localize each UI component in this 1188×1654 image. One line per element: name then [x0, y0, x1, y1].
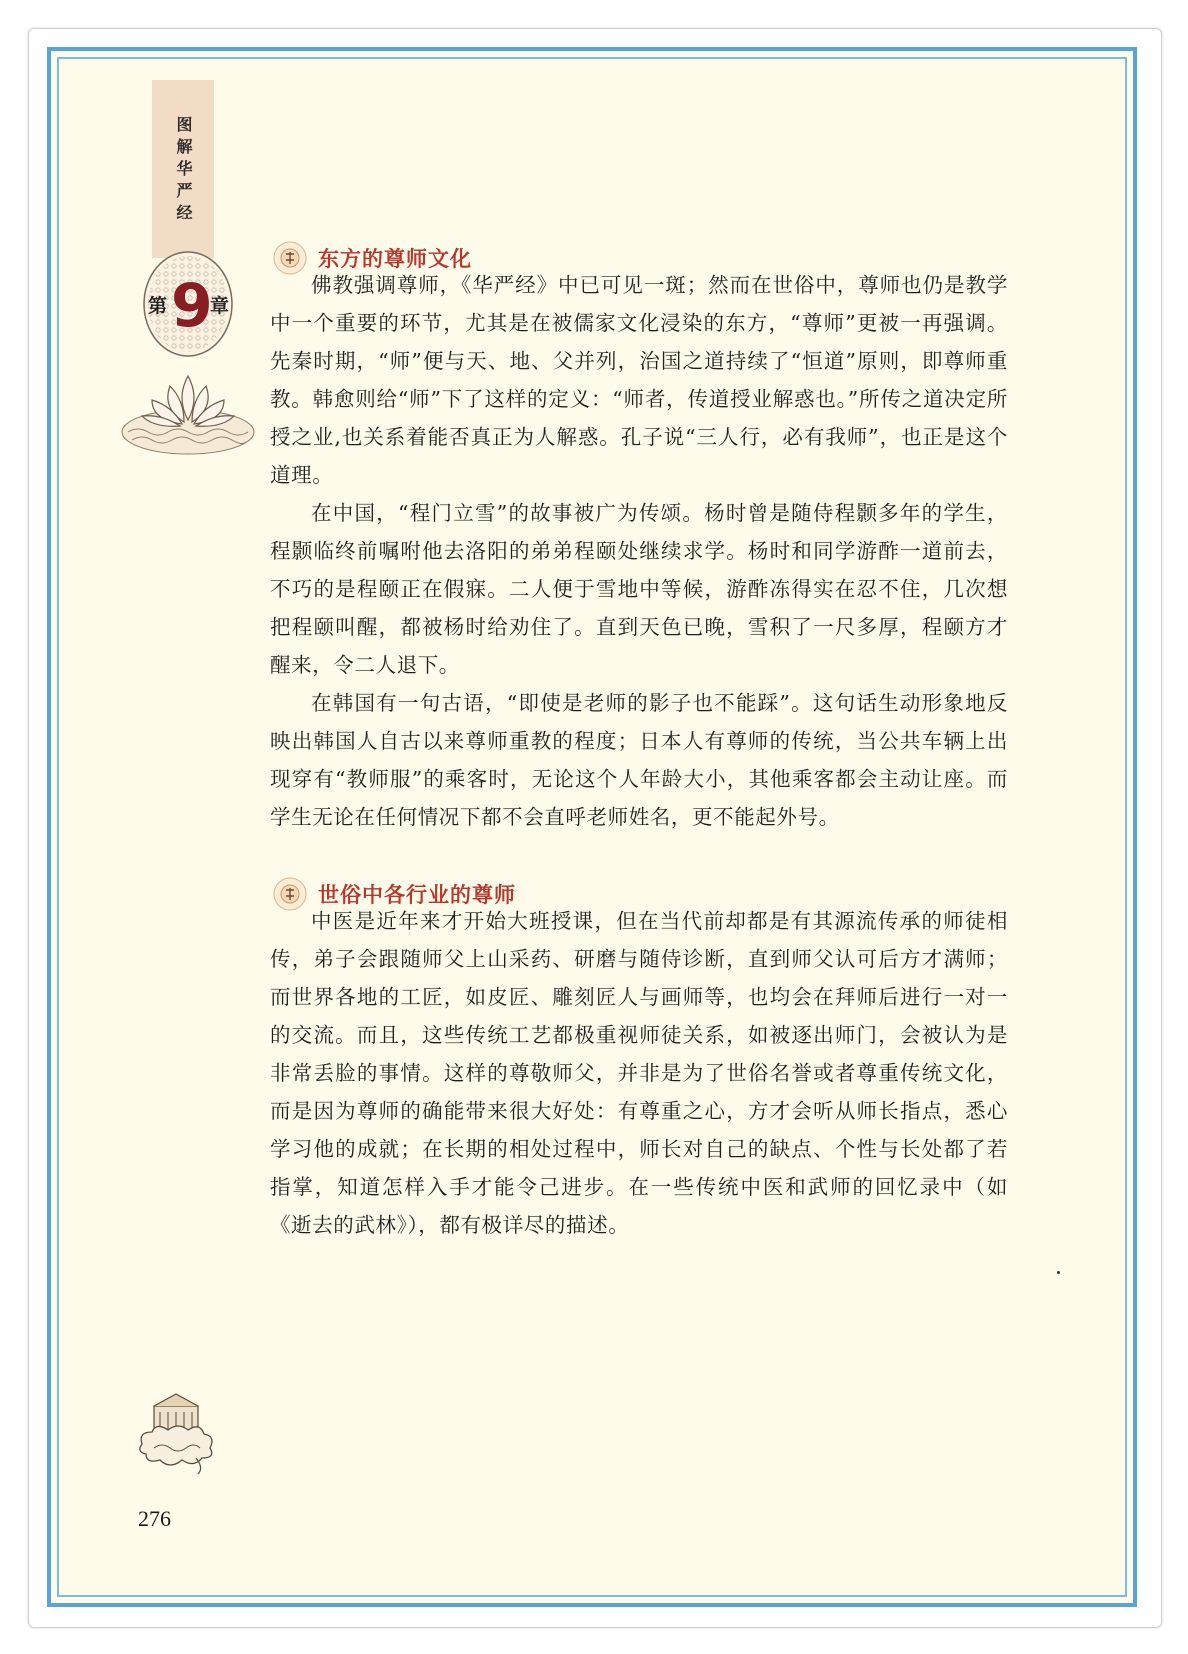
- book-title-tab: [152, 80, 214, 258]
- paragraph: 在中国，“程门立雪”的故事被广为传颂。杨时曾是随侍程颢多年的学生，程颢临终前嘱咐他去洛阳的弟弟程颐处继续求学。杨时和同学游酢一道前去，不巧的是程颐正在假寐。二人便于雪地中等候，游酢冻得实在忍不住，几次想把程颐叫醒，都被杨时给劝住了。直到天色已晚，雪积了一尺多厚，程颐方才醒来，令二人退下。: [270, 501, 1008, 677]
- chapter-number: 9: [171, 271, 213, 341]
- page-number: 276: [138, 1506, 171, 1531]
- paragraph: 佛教强调尊师，《华严经》中已可见一斑；然而在世俗中，尊师也仍是教学中一个重要的环节，尤其是在被儒家文化浸染的东方，“尊师”更被一再强调。先秦时期，“师”便与天、地、父并列，治国之道持续了“恒道”原则，即尊师重教。韩愈则给“师”下了这样的定义：“师者，传道授业解惑也。”所传之道决定所授之业,也关系着能否真正为人解惑。孔子说“三人行，必有我师”，也正是这个道理。: [270, 273, 1008, 487]
- paragraph: 在韩国有一句古语，“即使是老师的影子也不能踩”。这句话生动形象地反映出韩国人自古以来尊师重教的程度；日本人有尊师的传统，当公共车辆上出现穿有“教师服”的乘客时，无论这个人年龄大小，其他乘客都会主动让座。而学生无论在任何情况下都不会直呼老师姓名，更不能起外号。: [270, 691, 1008, 829]
- lotus-icon: [118, 362, 258, 458]
- chapter-prefix: 第: [148, 295, 168, 317]
- book-title: 图解华严经: [174, 116, 193, 226]
- chapter-badge-icon: [138, 246, 238, 364]
- stray-dot: [1057, 1271, 1060, 1274]
- section-body-2: [270, 902, 1008, 1244]
- section-heading-text: 东方的尊师文化: [318, 247, 472, 271]
- cloud-ornament-icon: [134, 1392, 218, 1476]
- chapter-suffix: 章: [210, 295, 230, 317]
- section-heading-text: 世俗中各行业的尊师: [318, 883, 516, 907]
- paragraph: 中医是近年来才开始大班授课，但在当代前却都是有其源流传承的师徒相传，弟子会跟随师父上山采药、研磨与随侍诊断，直到师父认可后方才满师；而世界各地的工匠，如皮匠、雕刻匠人与画师等，也均会在拜师后进行一对一的交流。而且，这些传统工艺都极重视师徒关系，如被逐出师门，会被认为是非常丢脸的事情。这样的尊敬师父，并非是为了世俗名誉或者尊重传统文化，而是因为尊师的确能带来很大好处：有尊重之心，方才会听从师长指点，悉心学习他的成就；在长期的相处过程中，师长对自己的缺点、个性与长处都了若指掌，知道怎样入手才能令己进步。在一些传统中医和武师的回忆录中（如《逝去的武林》），都有极详尽的描述。: [270, 909, 1008, 1237]
- section-body-1: [270, 266, 1008, 836]
